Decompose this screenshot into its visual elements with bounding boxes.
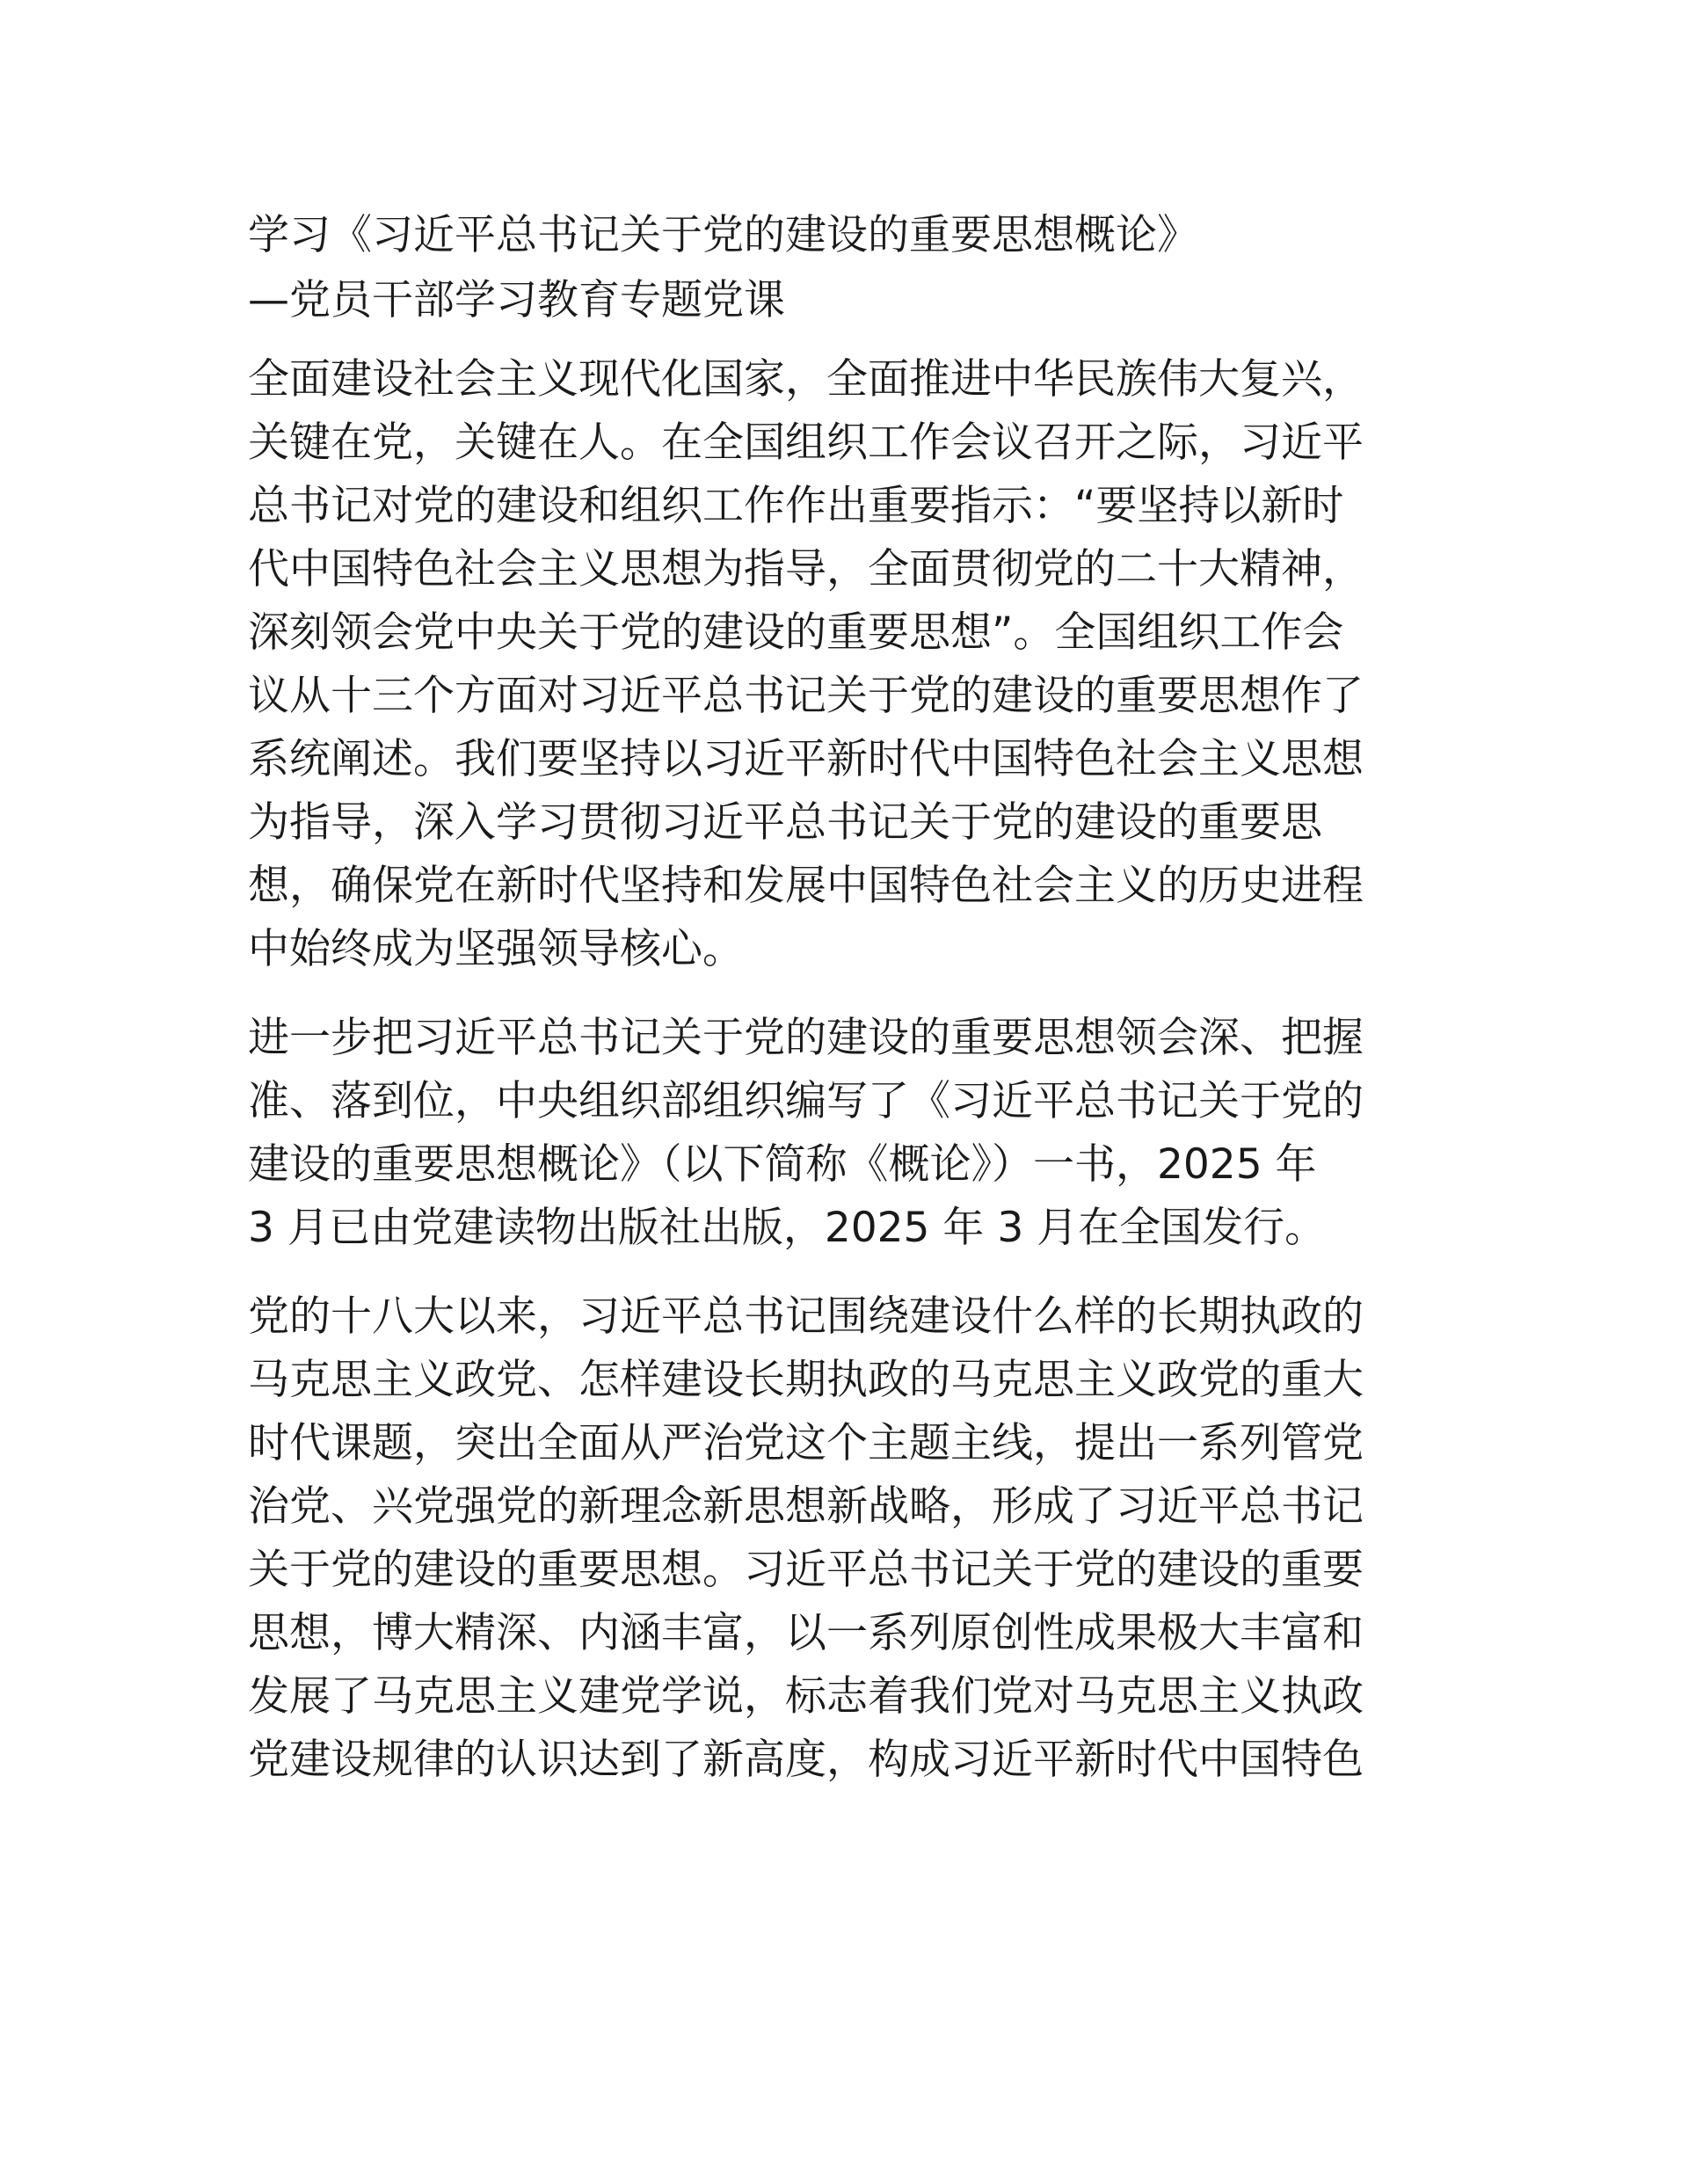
paragraph-line: 准、落到位，中央组织部组织编写了《习近平总书记关于党的 [248,1077,1364,1125]
paragraph-line: 建设的重要思想概论》（以下简称《概论》）一书，2025 年 [248,1140,1317,1189]
paragraph-line: 关于党的建设的重要思想。习近平总书记关于党的建设的重要 [248,1546,1364,1594]
paragraph-line: 思想，博大精深、内涵丰富，以一系列原创性成果极大丰富和 [248,1609,1364,1657]
paragraph-line: 治党、兴党强党的新理念新思想新战略，形成了习近平总书记 [248,1482,1364,1531]
paragraph-line: 议从十三个方面对习近平总书记关于党的建设的重要思想作了 [248,672,1364,720]
paragraph-3 [248,1285,1444,1792]
paragraph-line: 为指导，深入学习贯彻习近平总书记关于党的建设的重要思 [248,798,1322,847]
paragraph-line: 关键在党，关键在人。在全国组织工作会议召开之际，习近平 [248,419,1364,467]
paragraph-2 [248,1007,1444,1260]
paragraph-line: 全面建设社会主义现代化国家，全面推进中华民族伟大复兴， [248,355,1364,404]
paragraph-line: 3 月已由党建读物出版社出版，2025 年 3 月在全国发行。 [248,1204,1327,1252]
paragraph-line: 总书记对党的建设和组织工作作出重要指示：“要坚持以新时 [248,482,1344,530]
paragraph-line: 系统阐述。我们要坚持以习近平新时代中国特色社会主义思想 [248,735,1364,783]
paragraph-line: 党的十八大以来，习近平总书记围绕建设什么样的长期执政的 [248,1292,1364,1341]
document-page [248,204,1444,1817]
paragraph-line: 党建设规律的认识达到了新高度，构成习近平新时代中国特色 [248,1736,1364,1784]
document-title: 学习《习近平总书记关于党的建设的重要思想概论》 [248,211,1198,259]
document-subtitle: —党员干部学习教育专题党课 [248,276,785,324]
paragraph-line: 时代课题，突出全面从严治党这个主题主线，提出一系列管党 [248,1419,1364,1467]
paragraph-line: 进一步把习近平总书记关于党的建设的重要思想领会深、把握 [248,1014,1364,1062]
paragraph-line: 发展了马克思主义建党学说，标志着我们党对马克思主义执政 [248,1672,1364,1721]
paragraph-1 [248,348,1444,981]
paragraph-line: 代中国特色社会主义思想为指导，全面贯彻党的二十大精神， [248,545,1364,593]
paragraph-line: 中始终成为坚强领导核心。 [248,925,744,973]
paragraph-line: 深刻领会党中央关于党的建设的重要思想”。全国组织工作会 [248,608,1344,657]
paragraph-line: 想，确保党在新时代坚持和发展中国特色社会主义的历史进程 [248,862,1364,910]
paragraph-line: 马克思主义政党、怎样建设长期执政的马克思主义政党的重大 [248,1356,1364,1404]
